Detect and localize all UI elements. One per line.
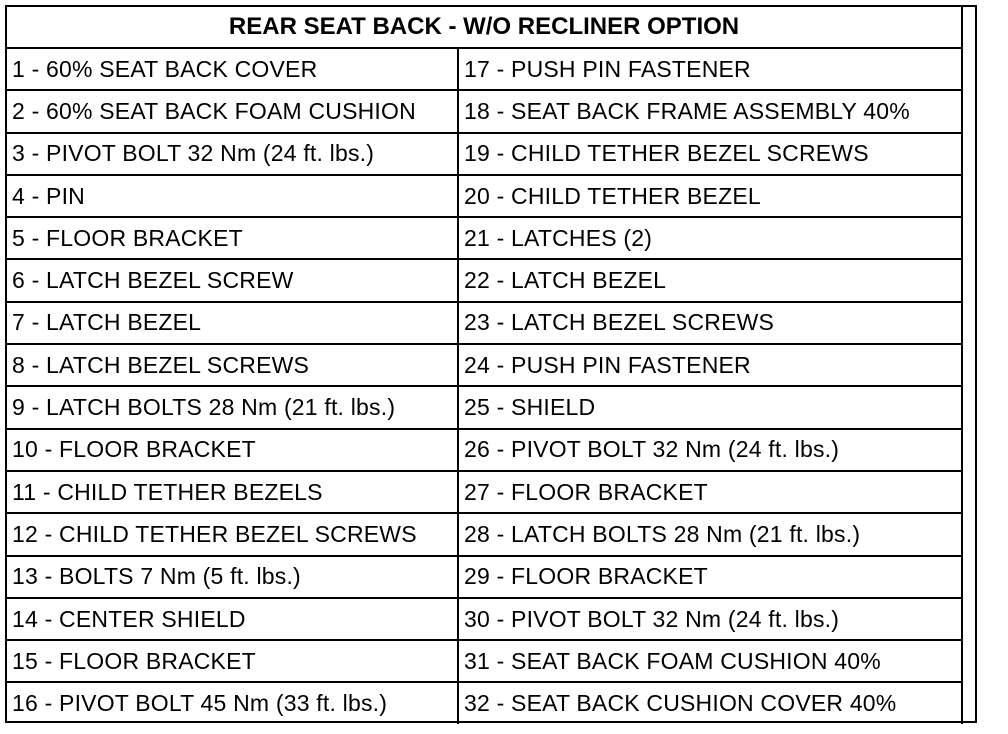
table-row — [7, 429, 962, 471]
part-left-cell: 12 - CHILD TETHER BEZEL SCREWS — [7, 513, 458, 555]
part-right-cell: 19 - CHILD TETHER BEZEL SCREWS — [458, 133, 962, 175]
table-row — [7, 175, 962, 217]
part-right-cell: 25 - SHIELD — [458, 386, 962, 428]
part-right-cell: 18 - SEAT BACK FRAME ASSEMBLY 40% — [458, 90, 962, 132]
part-left-cell: 15 - FLOOR BRACKET — [7, 640, 458, 682]
legend-body — [7, 48, 962, 724]
legend-header-row — [7, 7, 962, 48]
table-row — [7, 90, 962, 132]
part-right-cell: 27 - FLOOR BRACKET — [458, 471, 962, 513]
table-row — [7, 386, 962, 428]
part-left-cell: 11 - CHILD TETHER BEZELS — [7, 471, 458, 513]
part-right-cell: 30 - PIVOT BOLT 32 Nm (24 ft. lbs.) — [458, 598, 962, 640]
table-row — [7, 259, 962, 301]
part-right-cell: 32 - SEAT BACK CUSHION COVER 40% — [458, 682, 962, 723]
part-right-cell: 21 - LATCHES (2) — [458, 217, 962, 259]
table-row — [7, 48, 962, 90]
part-left-cell: 7 - LATCH BEZEL — [7, 302, 458, 344]
part-left-cell: 3 - PIVOT BOLT 32 Nm (24 ft. lbs.) — [7, 133, 458, 175]
table-row — [7, 513, 962, 555]
part-left-cell: 8 - LATCH BEZEL SCREWS — [7, 344, 458, 386]
part-right-cell: 24 - PUSH PIN FASTENER — [458, 344, 962, 386]
parts-legend-frame — [5, 5, 977, 723]
legend-title: REAR SEAT BACK - W/O RECLINER OPTION — [7, 7, 962, 48]
part-right-cell: 22 - LATCH BEZEL — [458, 259, 962, 301]
part-left-cell: 6 - LATCH BEZEL SCREW — [7, 259, 458, 301]
part-left-cell: 14 - CENTER SHIELD — [7, 598, 458, 640]
part-left-cell: 4 - PIN — [7, 175, 458, 217]
part-left-cell: 2 - 60% SEAT BACK FOAM CUSHION — [7, 90, 458, 132]
part-right-cell: 29 - FLOOR BRACKET — [458, 556, 962, 598]
part-left-cell: 1 - 60% SEAT BACK COVER — [7, 48, 458, 90]
table-row — [7, 344, 962, 386]
part-right-cell: 28 - LATCH BOLTS 28 Nm (21 ft. lbs.) — [458, 513, 962, 555]
table-row — [7, 682, 962, 723]
parts-legend-table — [7, 7, 963, 724]
table-row — [7, 471, 962, 513]
part-left-cell: 9 - LATCH BOLTS 28 Nm (21 ft. lbs.) — [7, 386, 458, 428]
part-right-cell: 23 - LATCH BEZEL SCREWS — [458, 302, 962, 344]
part-left-cell: 16 - PIVOT BOLT 45 Nm (33 ft. lbs.) — [7, 682, 458, 723]
table-row — [7, 556, 962, 598]
part-left-cell: 5 - FLOOR BRACKET — [7, 217, 458, 259]
table-row — [7, 133, 962, 175]
part-right-cell: 31 - SEAT BACK FOAM CUSHION 40% — [458, 640, 962, 682]
table-row — [7, 640, 962, 682]
part-left-cell: 13 - BOLTS 7 Nm (5 ft. lbs.) — [7, 556, 458, 598]
table-row — [7, 217, 962, 259]
part-left-cell: 10 - FLOOR BRACKET — [7, 429, 458, 471]
part-right-cell: 20 - CHILD TETHER BEZEL — [458, 175, 962, 217]
part-right-cell: 17 - PUSH PIN FASTENER — [458, 48, 962, 90]
table-row — [7, 598, 962, 640]
table-row — [7, 302, 962, 344]
part-right-cell: 26 - PIVOT BOLT 32 Nm (24 ft. lbs.) — [458, 429, 962, 471]
